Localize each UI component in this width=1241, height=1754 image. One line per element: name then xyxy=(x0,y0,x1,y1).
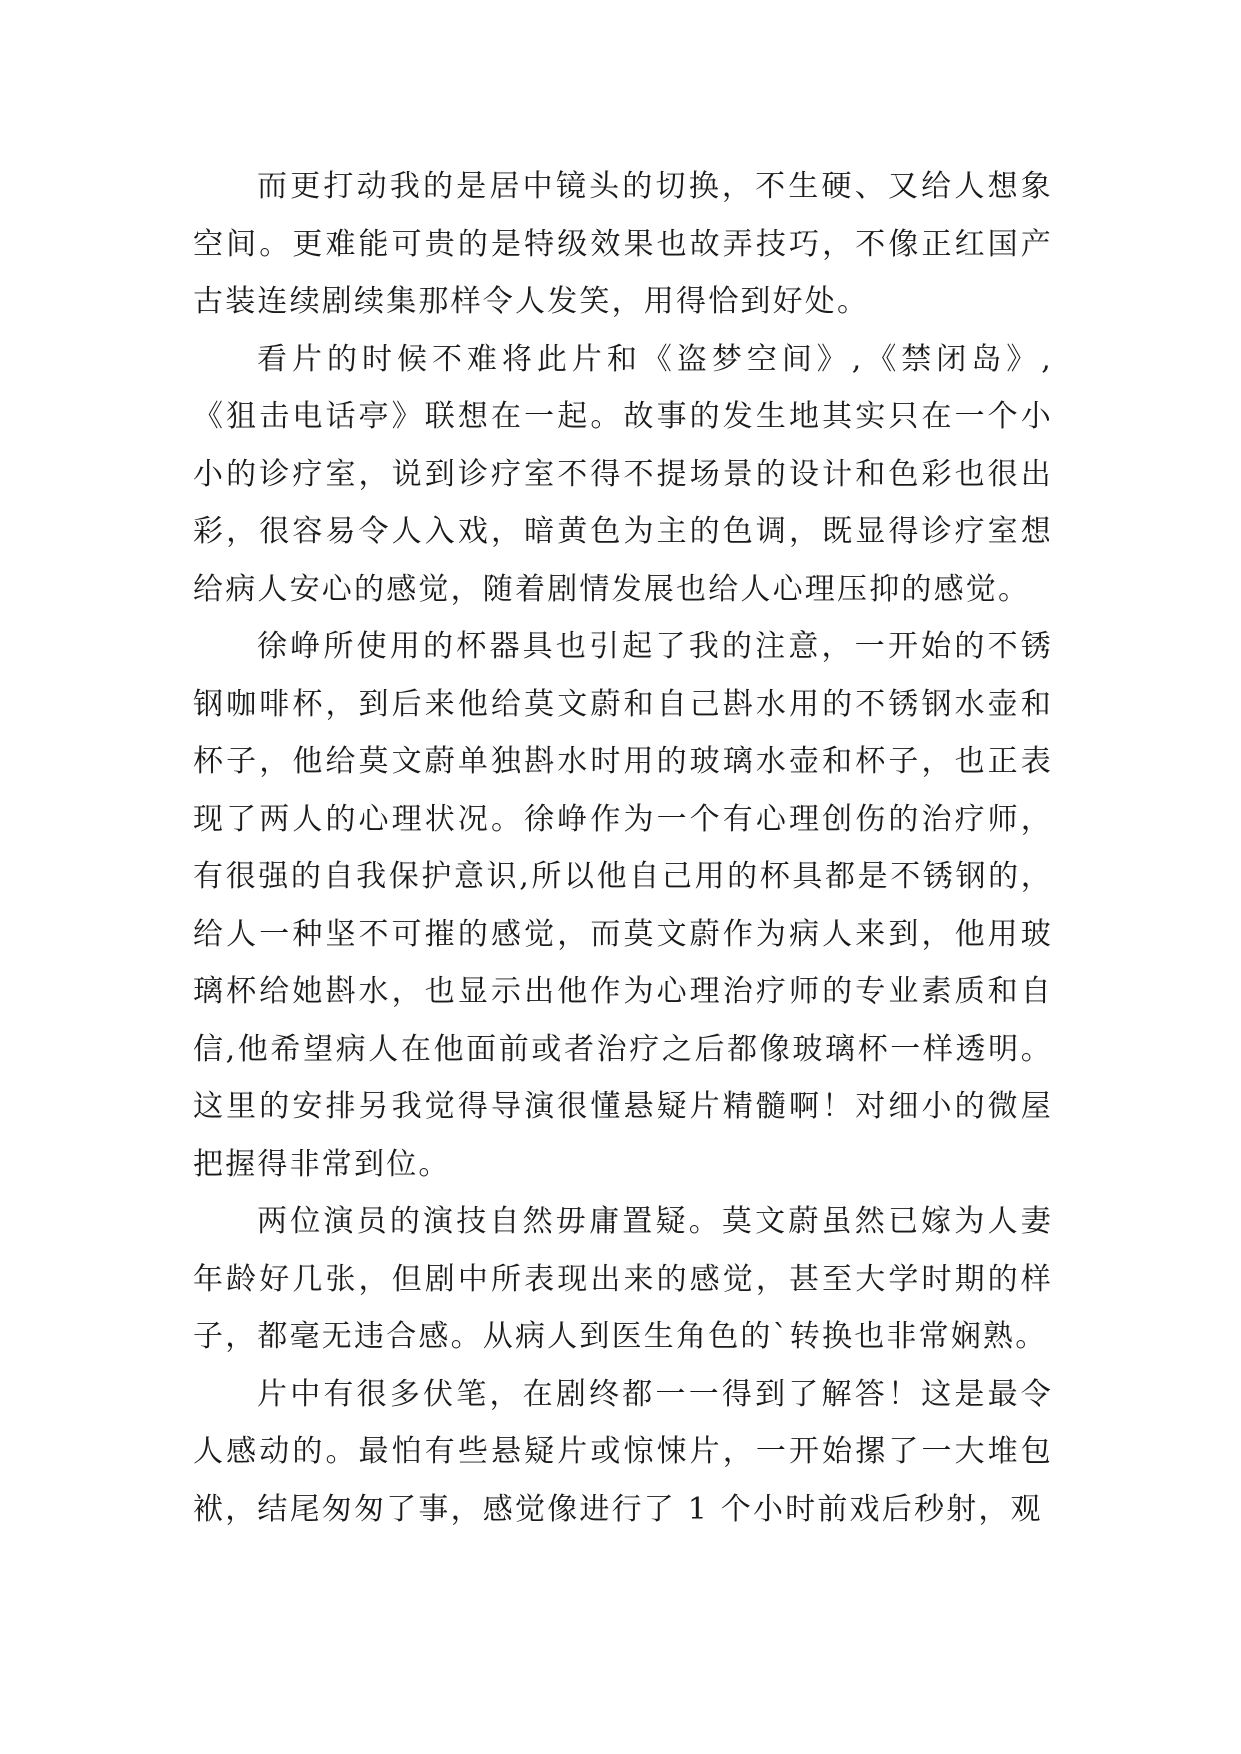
paragraph: 片中有很多伏笔，在剧终都一一得到了解答！这是最令人感动的。最怕有些悬疑片或惊悚片，一开始摞了一大堆包袱，结尾匆匆了事，感觉像进行了 1 个小时前戏后秒射，观 xyxy=(193,1376,1053,1527)
paragraph: 徐峥所使用的杯器具也引起了我的注意，一开始的不锈钢咖啡杯，到后来他给莫文蔚和自己斟水用的不锈钢水壶和杯子，他给莫文蔚单独斟水时用的玻璃水壶和杯子，也正表现了两人的心理状况。徐峥作为一个有心理创伤的治疗师，有很强的自我保护意识,所以他自己用的杯具都是不锈钢的，给人一种坚不可摧的感觉，而莫文蔚作为病人来到，他用玻璃杯给她斟水，也显示出他作为心理治疗师的专业素质和自信,他希望病人在他面前或者治疗之后都像玻璃杯一样透明。这里的安排另我觉得导演很懂悬疑片精髓啊！对细小的微屋把握得非常到位。 xyxy=(193,629,1053,1182)
paragraph: 看片的时候不难将此片和《盗梦空间》,《禁闭岛》,《狙击电话亭》联想在一起。故事的发生地其实只在一个小小的诊疗室，说到诊疗室不得不提场景的设计和色彩也很出彩，很容易令人入戏，暗黄色为主的色调，既显得诊疗室想给病人安心的感觉，随着剧情发展也给人心理压抑的感觉。 xyxy=(193,341,1053,607)
paragraph: 而更打动我的是居中镜头的切换，不生硬、又给人想象空间。更难能可贵的是特级效果也故弄技巧，不像正红国产古装连续剧续集那样令人发笑，用得恰到好处。 xyxy=(193,169,1053,319)
paragraph: 两位演员的演技自然毋庸置疑。莫文蔚虽然已嫁为人妻年龄好几张，但剧中所表现出来的感觉，甚至大学时期的样子，都毫无违合感。从病人到医生角色的`转换也非常娴熟。 xyxy=(193,1204,1053,1354)
document-page xyxy=(193,158,1053,1538)
